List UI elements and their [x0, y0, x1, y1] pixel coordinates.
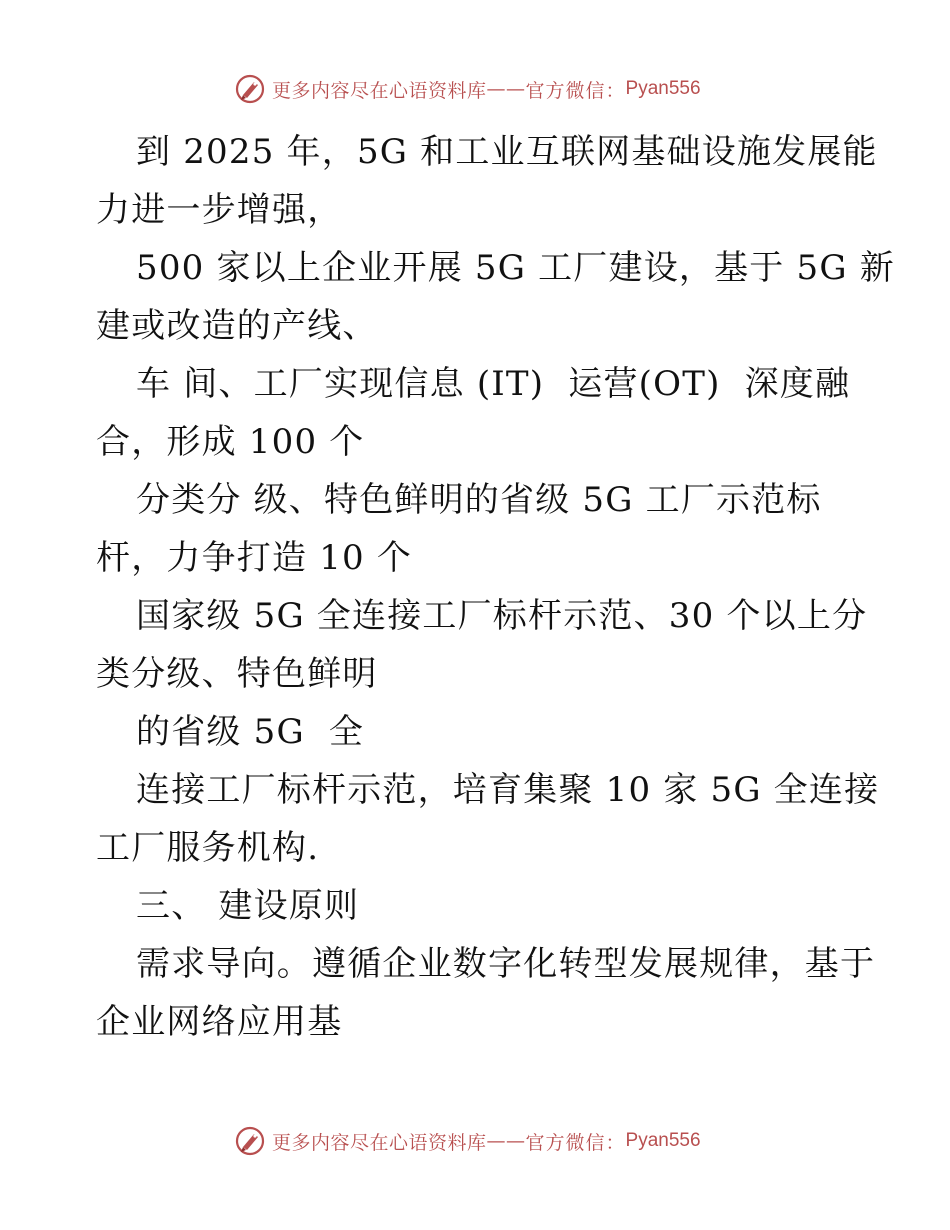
- text-line: 合，形成 100 个: [96, 422, 365, 462]
- text-line: 连接工厂标杆示范，培育集聚 10 家 5G 全连接: [136, 770, 880, 810]
- banner-promo-text: 更多内容尽在心语资料库: [272, 79, 487, 102]
- text-line: 类分级、特色鲜明: [96, 654, 378, 694]
- footer-watermark-banner: [234, 1124, 734, 1158]
- pen-nib-logo-icon: [234, 1125, 266, 1157]
- text-line: 到 2025 年，5G 和工业互联网基础设施发展能: [136, 132, 878, 172]
- text-line: 500 家以上企业开展 5G 工厂建设，基于 5G 新: [136, 248, 895, 288]
- banner-wechat-label: 官方微信：: [525, 79, 626, 102]
- banner-wechat-handle: Pyan556: [625, 78, 701, 99]
- banner-wechat-handle: Pyan556: [625, 1130, 701, 1151]
- text-line: 建或改造的产线、: [96, 306, 378, 346]
- text-line: 国家级 5G 全连接工厂标杆示范、30 个以上分: [136, 596, 868, 636]
- text-line: 企业网络应用基: [96, 1002, 343, 1042]
- text-line: 车 间、工厂实现信息 (IT) 运营(OT) 深度融: [136, 364, 851, 404]
- text-line: 分类分 级、特色鲜明的省级 5G 工厂示范标: [136, 480, 822, 520]
- text-line: 的省级 5G 全: [136, 712, 365, 752]
- text-line: 需求导向。遵循企业数字化转型发展规律，基于: [136, 944, 876, 984]
- header-watermark-banner: [234, 72, 734, 106]
- banner-promo-text: 更多内容尽在心语资料库: [272, 1131, 487, 1154]
- text-line: 工厂服务机构.: [96, 828, 320, 868]
- text-line: 杆，力争打造 10 个: [96, 538, 413, 578]
- body-text: [96, 123, 895, 1051]
- banner-dash: ——: [486, 1130, 526, 1152]
- text-line: 力进一步增强，: [96, 190, 343, 230]
- pen-nib-logo-icon: [234, 73, 266, 105]
- banner-wechat-label: 官方微信：: [525, 1131, 626, 1154]
- text-line: 三、 建设原则: [136, 886, 360, 926]
- banner-dash: ——: [486, 78, 526, 100]
